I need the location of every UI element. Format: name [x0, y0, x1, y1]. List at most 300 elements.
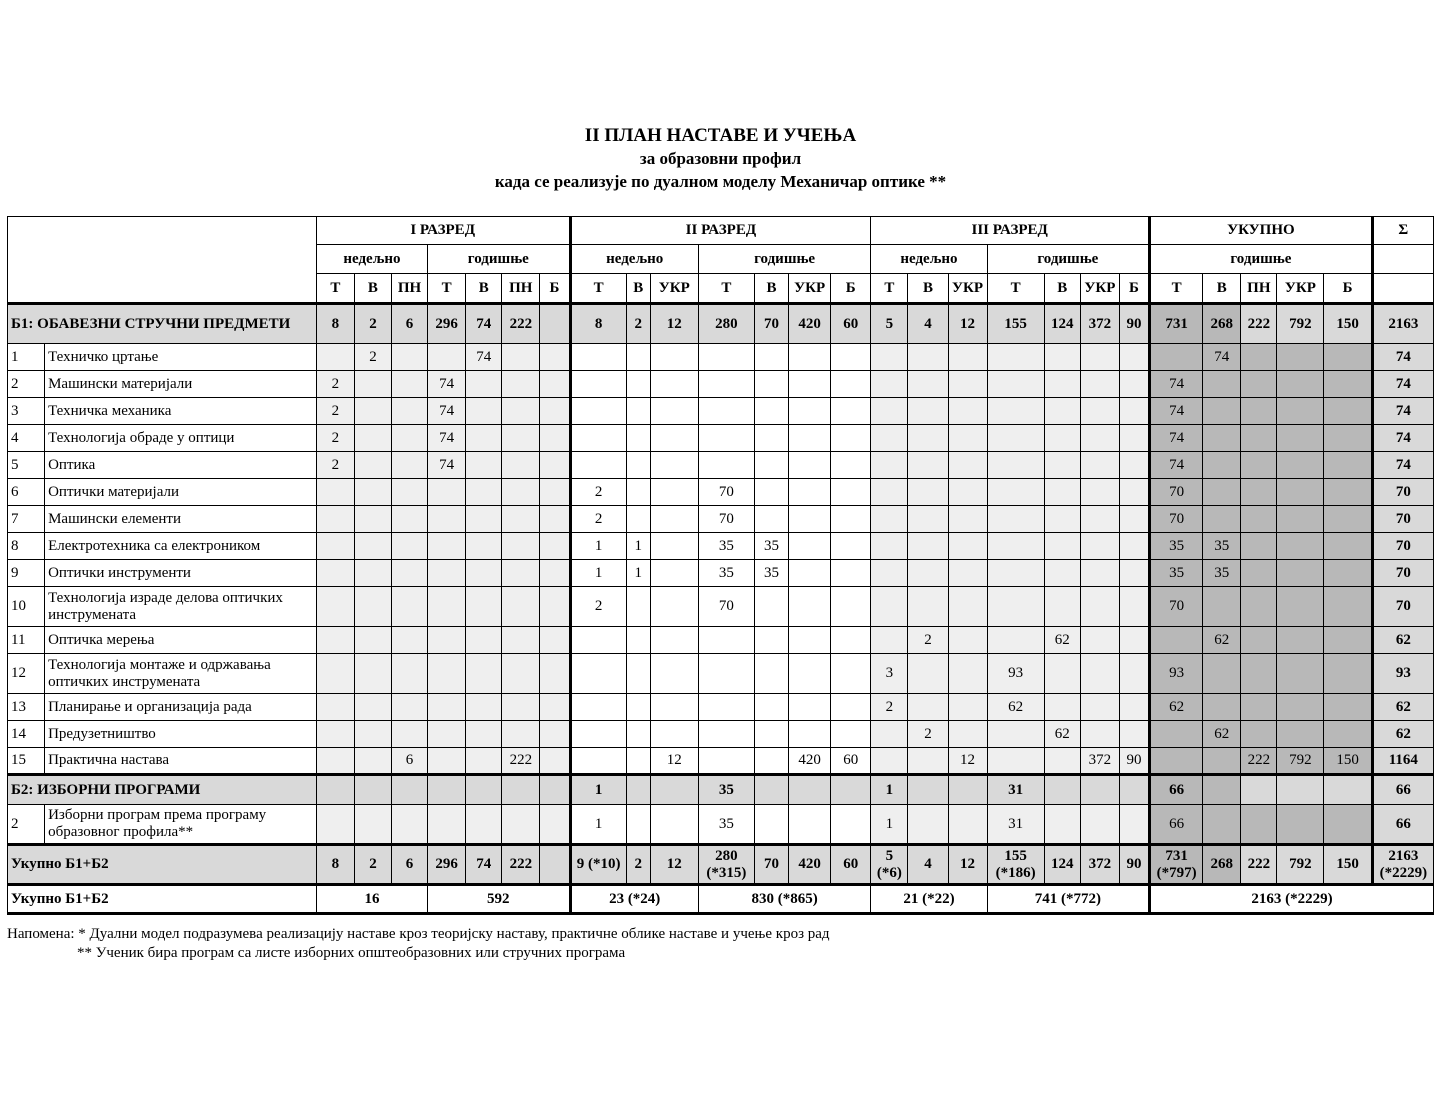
- total-row-cell-9: 12: [650, 845, 698, 885]
- subject-row-6-cell-26: 70: [1372, 479, 1433, 506]
- total-row-cell-21: 731 (*797): [1150, 845, 1203, 885]
- b2-subject-row-0-cell-12: [789, 805, 831, 845]
- b2-subject-row-0-cell-5: [502, 805, 540, 845]
- subject-row-8-cell-25: [1324, 533, 1372, 560]
- g2-weekly-header: недељно: [570, 245, 698, 274]
- subject-row-10-cell-1: [354, 587, 391, 627]
- subject-row-9-cell-0: [316, 560, 354, 587]
- section-b2-row-cell-2: [391, 775, 427, 805]
- subject-row-4-cell-15: [908, 425, 948, 452]
- subject-row-10-cell-26: 70: [1372, 587, 1433, 627]
- subject-row-2-cell-7: [570, 371, 626, 398]
- section-b2-row-cell-19: [1080, 775, 1119, 805]
- subject-row-7-cell-22: [1203, 506, 1241, 533]
- total-row-cell-11: 70: [755, 845, 789, 885]
- subject-row-10-cell-5: [502, 587, 540, 627]
- b2-subject-row-0-cell-23: [1241, 805, 1277, 845]
- subject-row-6-cell-15: [908, 479, 948, 506]
- subject-row-11-number: 11: [8, 627, 45, 654]
- b2-subject-row-0-cell-20: [1119, 805, 1149, 845]
- subject-row-14-number: 14: [8, 721, 45, 748]
- subject-row-4-cell-1: [354, 425, 391, 452]
- g1-yearly-header: годишње: [428, 245, 570, 274]
- subject-row-15-cell-15: [908, 748, 948, 775]
- total-row-cell-7: 9 (*10): [570, 845, 626, 885]
- subject-row-11-cell-5: [502, 627, 540, 654]
- subject-row-10-cell-20: [1119, 587, 1149, 627]
- section-b1-row-cell-5: 222: [502, 304, 540, 344]
- subject-row-12-cell-21: 93: [1150, 654, 1203, 694]
- subject-row-14-cell-16: [948, 721, 987, 748]
- subject-row-6-cell-20: [1119, 479, 1149, 506]
- subject-row-15-cell-21: [1150, 748, 1203, 775]
- subject-row-10-name: Технологија израде делова оптичких инструмената: [45, 587, 317, 627]
- subject-row-5-cell-12: [789, 452, 831, 479]
- subject-row-12-cell-10: [698, 654, 754, 694]
- subject-row-5-cell-16: [948, 452, 987, 479]
- section-b1-row-cell-18: 124: [1044, 304, 1080, 344]
- section-b2-row-cell-12: [789, 775, 831, 805]
- subject-row-4-cell-3: 74: [428, 425, 466, 452]
- section-b1-row-cell-1: 2: [354, 304, 391, 344]
- subject-row-5-cell-14: [871, 452, 908, 479]
- subject-row-15-cell-25: 150: [1324, 748, 1372, 775]
- footnote-1: Напомена: * Дуални модел подразумева реализацију наставе кроз теоријску наставу, практичне облике наставе и учење кроз рад: [7, 926, 830, 942]
- subject-row-10-cell-17: [987, 587, 1044, 627]
- subject-row-6-cell-10: 70: [698, 479, 754, 506]
- b2-subject-row-0-cell-25: [1324, 805, 1372, 845]
- subject-row-14-cell-25: [1324, 721, 1372, 748]
- subject-row-8-cell-18: [1044, 533, 1080, 560]
- section-b2-row-cell-24: [1277, 775, 1324, 805]
- subject-row-4-cell-22: [1203, 425, 1241, 452]
- subject-row-15-cell-14: [871, 748, 908, 775]
- subject-row-11-cell-2: [391, 627, 427, 654]
- b2-subject-row-0-cell-19: [1080, 805, 1119, 845]
- subject-row-4-cell-11: [755, 425, 789, 452]
- subject-row-3-cell-0: 2: [316, 398, 354, 425]
- summary-g3-weekly: 21 (*22): [871, 885, 987, 914]
- subject-row-8-cell-7: 1: [570, 533, 626, 560]
- subject-row-3-cell-13: [831, 398, 871, 425]
- subject-row-13-cell-5: [502, 694, 540, 721]
- g2-col-header-2: УКР: [650, 274, 698, 304]
- total-row-cell-10: 280 (*315): [698, 845, 754, 885]
- subject-row-11-cell-10: [698, 627, 754, 654]
- summary-total: 2163 (*2229): [1150, 885, 1434, 914]
- subject-row-2-cell-22: [1203, 371, 1241, 398]
- subject-row-3-cell-3: 74: [428, 398, 466, 425]
- subject-row-9-cell-22: 35: [1203, 560, 1241, 587]
- subject-row-3-cell-17: [987, 398, 1044, 425]
- subject-row-8-cell-12: [789, 533, 831, 560]
- subject-row-5-cell-18: [1044, 452, 1080, 479]
- subject-row-6-cell-13: [831, 479, 871, 506]
- subject-row-8-cell-0: [316, 533, 354, 560]
- total-row-cell-23: 222: [1241, 845, 1277, 885]
- section-b2-row-cell-11: [755, 775, 789, 805]
- subject-row-15-cell-20: 90: [1119, 748, 1149, 775]
- subject-row-2-cell-12: [789, 371, 831, 398]
- total-row-cell-22: 268: [1203, 845, 1241, 885]
- b2-subject-row-0-cell-26: 66: [1372, 805, 1433, 845]
- subject-row-6-cell-18: [1044, 479, 1080, 506]
- subject-row-6-cell-3: [428, 479, 466, 506]
- subject-row-7: [8, 506, 1434, 533]
- subject-row-8-cell-8: 1: [626, 533, 650, 560]
- b2-subject-row-0-cell-9: [650, 805, 698, 845]
- subject-row-11-cell-0: [316, 627, 354, 654]
- subject-row-13-cell-10: [698, 694, 754, 721]
- total-row-cell-20: 90: [1119, 845, 1149, 885]
- subject-row-15-cell-3: [428, 748, 466, 775]
- section-b2-row-cell-14: 1: [871, 775, 908, 805]
- section-b1-row-cell-15: 4: [908, 304, 948, 344]
- b2-subject-row-0-cell-24: [1277, 805, 1324, 845]
- section-b2-row-cell-8: [626, 775, 650, 805]
- g1-col-header-3: Т: [428, 274, 466, 304]
- section-b2-row-cell-21: 66: [1150, 775, 1203, 805]
- subject-row-8-cell-22: 35: [1203, 533, 1241, 560]
- subject-row-4-cell-2: [391, 425, 427, 452]
- subject-row-6-name: Оптички материјали: [45, 479, 317, 506]
- subject-row-13-cell-24: [1277, 694, 1324, 721]
- summary-g2-yearly: 830 (*865): [698, 885, 870, 914]
- subject-row-5: [8, 452, 1434, 479]
- subject-row-5-cell-19: [1080, 452, 1119, 479]
- subject-row-12: [8, 654, 1434, 694]
- subject-row-13-cell-21: 62: [1150, 694, 1203, 721]
- subject-row-9-cell-7: 1: [570, 560, 626, 587]
- subject-row-10-cell-9: [650, 587, 698, 627]
- subject-row-2-cell-26: 74: [1372, 371, 1433, 398]
- subject-row-1-cell-10: [698, 344, 754, 371]
- subject-row-4-cell-7: [570, 425, 626, 452]
- section-b1-row-cell-13: 60: [831, 304, 871, 344]
- subject-row-2-cell-24: [1277, 371, 1324, 398]
- subject-row-13-cell-25: [1324, 694, 1372, 721]
- subject-row-2-cell-1: [354, 371, 391, 398]
- subject-row-4-cell-13: [831, 425, 871, 452]
- subject-row-3-cell-21: 74: [1150, 398, 1203, 425]
- subject-row-7-cell-17: [987, 506, 1044, 533]
- subject-row-7-cell-23: [1241, 506, 1277, 533]
- subject-row-14-cell-21: [1150, 721, 1203, 748]
- subject-row-15-cell-22: [1203, 748, 1241, 775]
- subject-row-2-cell-6: [540, 371, 570, 398]
- subject-row-9-cell-24: [1277, 560, 1324, 587]
- subject-row-10-cell-14: [871, 587, 908, 627]
- subject-row-15: [8, 748, 1434, 775]
- subject-row-5-cell-26: 74: [1372, 452, 1433, 479]
- subject-row-11: [8, 627, 1434, 654]
- subject-row-9-cell-12: [789, 560, 831, 587]
- subject-row-3-cell-24: [1277, 398, 1324, 425]
- subject-row-2-cell-13: [831, 371, 871, 398]
- section-b2-row-cell-23: [1241, 775, 1277, 805]
- subject-row-7-cell-3: [428, 506, 466, 533]
- subject-row-12-cell-11: [755, 654, 789, 694]
- section-b1-row-cell-10: 280: [698, 304, 754, 344]
- subject-row-1-cell-1: 2: [354, 344, 391, 371]
- g3-col-header-5: УКР: [1080, 274, 1119, 304]
- subject-row-5-number: 5: [8, 452, 45, 479]
- subject-row-12-cell-8: [626, 654, 650, 694]
- g1-col-header-0: Т: [316, 274, 354, 304]
- summary-g1-yearly: 592: [428, 885, 570, 914]
- subject-row-10-cell-2: [391, 587, 427, 627]
- subject-row-12-cell-19: [1080, 654, 1119, 694]
- subject-row-3-cell-12: [789, 398, 831, 425]
- subject-row-15-cell-9: 12: [650, 748, 698, 775]
- subject-row-3-cell-5: [502, 398, 540, 425]
- section-b2-row-cell-3: [428, 775, 466, 805]
- subject-row-15-cell-16: 12: [948, 748, 987, 775]
- subject-row-9-cell-19: [1080, 560, 1119, 587]
- subject-row-10-cell-11: [755, 587, 789, 627]
- subject-row-1-cell-0: [316, 344, 354, 371]
- section-b2-row-cell-4: [466, 775, 502, 805]
- grade-2-header: II РАЗРЕД: [570, 217, 871, 245]
- subject-row-14-cell-18: 62: [1044, 721, 1080, 748]
- subject-row-4-cell-21: 74: [1150, 425, 1203, 452]
- subject-row-10-cell-6: [540, 587, 570, 627]
- g1-col-header-5: ПН: [502, 274, 540, 304]
- subject-row-12-cell-0: [316, 654, 354, 694]
- subject-row-11-cell-12: [789, 627, 831, 654]
- subject-row-13-cell-23: [1241, 694, 1277, 721]
- subject-row-3-cell-4: [466, 398, 502, 425]
- section-b1-row-cell-12: 420: [789, 304, 831, 344]
- subject-row-8-cell-26: 70: [1372, 533, 1433, 560]
- subject-row-1-cell-21: [1150, 344, 1203, 371]
- g3-col-header-6: Б: [1119, 274, 1149, 304]
- subject-row-2-cell-3: 74: [428, 371, 466, 398]
- total-row-cell-26: 2163 (*2229): [1372, 845, 1433, 885]
- subject-row-7-cell-21: 70: [1150, 506, 1203, 533]
- subject-row-8-cell-3: [428, 533, 466, 560]
- total-row-cell-14: 5 (*6): [871, 845, 908, 885]
- section-b1-row-cell-0: 8: [316, 304, 354, 344]
- subject-row-9-cell-16: [948, 560, 987, 587]
- g1-col-header-4: В: [466, 274, 502, 304]
- b2-subject-row-0: [8, 805, 1434, 845]
- subject-row-4-cell-10: [698, 425, 754, 452]
- subject-row-2-cell-20: [1119, 371, 1149, 398]
- subject-row-2-cell-2: [391, 371, 427, 398]
- subject-row-2-cell-19: [1080, 371, 1119, 398]
- subject-row-15-cell-12: 420: [789, 748, 831, 775]
- subject-row-11-cell-25: [1324, 627, 1372, 654]
- section-b2-row-cell-25: [1324, 775, 1372, 805]
- subject-row-14-cell-8: [626, 721, 650, 748]
- subject-row-4-cell-20: [1119, 425, 1149, 452]
- subject-row-9-cell-14: [871, 560, 908, 587]
- subject-row-15-cell-24: 792: [1277, 748, 1324, 775]
- subject-row-1-cell-22: 74: [1203, 344, 1241, 371]
- subject-row-1-cell-6: [540, 344, 570, 371]
- section-b2-row-cell-6: [540, 775, 570, 805]
- subject-row-9-cell-4: [466, 560, 502, 587]
- subject-row-11-cell-21: [1150, 627, 1203, 654]
- subject-row-13-cell-2: [391, 694, 427, 721]
- subject-row-1-cell-9: [650, 344, 698, 371]
- b2-subject-row-0-cell-18: [1044, 805, 1080, 845]
- subject-row-15-cell-5: 222: [502, 748, 540, 775]
- subject-row-10-cell-12: [789, 587, 831, 627]
- subject-row-2-cell-5: [502, 371, 540, 398]
- b2-subject-row-0-cell-3: [428, 805, 466, 845]
- g1-col-header-6: Б: [540, 274, 570, 304]
- subject-row-4-cell-24: [1277, 425, 1324, 452]
- subject-row-15-cell-1: [354, 748, 391, 775]
- subject-row-3-cell-9: [650, 398, 698, 425]
- subject-row-11-cell-19: [1080, 627, 1119, 654]
- g3-col-header-2: УКР: [948, 274, 987, 304]
- g2-col-header-5: УКР: [789, 274, 831, 304]
- subject-row-6-cell-0: [316, 479, 354, 506]
- subject-row-7-cell-26: 70: [1372, 506, 1433, 533]
- total-row-cell-16: 12: [948, 845, 987, 885]
- subject-row-12-cell-15: [908, 654, 948, 694]
- subject-row-13-cell-4: [466, 694, 502, 721]
- subject-row-5-cell-23: [1241, 452, 1277, 479]
- b2-subject-row-0-cell-15: [908, 805, 948, 845]
- subject-row-14-cell-9: [650, 721, 698, 748]
- subject-row-5-cell-15: [908, 452, 948, 479]
- subject-row-8-cell-9: [650, 533, 698, 560]
- subject-row-13-cell-9: [650, 694, 698, 721]
- subject-row-8: [8, 533, 1434, 560]
- subject-row-1-cell-2: [391, 344, 427, 371]
- subject-row-5-cell-17: [987, 452, 1044, 479]
- b2-subject-row-0-name: Изборни програм према програму образовног профила**: [45, 805, 317, 845]
- subject-row-1: [8, 344, 1434, 371]
- page-title: II ПЛАН НАСТАВЕ И УЧЕЊА: [584, 125, 857, 146]
- subject-row-12-cell-18: [1044, 654, 1080, 694]
- subject-row-10-cell-15: [908, 587, 948, 627]
- subject-row-9-cell-26: 70: [1372, 560, 1433, 587]
- subject-row-6-cell-19: [1080, 479, 1119, 506]
- subject-row-8-cell-11: 35: [755, 533, 789, 560]
- subject-row-13-cell-17: 62: [987, 694, 1044, 721]
- subject-row-12-cell-3: [428, 654, 466, 694]
- subject-row-3-cell-11: [755, 398, 789, 425]
- subject-row-1-cell-8: [626, 344, 650, 371]
- total-row-cell-13: 60: [831, 845, 871, 885]
- subject-row-1-number: 1: [8, 344, 45, 371]
- subject-row-2-cell-18: [1044, 371, 1080, 398]
- subject-row-4-cell-8: [626, 425, 650, 452]
- subject-row-8-cell-19: [1080, 533, 1119, 560]
- subject-row-8-name: Електротехника са електроником: [45, 533, 317, 560]
- subject-row-7-cell-19: [1080, 506, 1119, 533]
- section-b2-row: [8, 775, 1434, 805]
- section-b1-row-cell-3: 296: [428, 304, 466, 344]
- tot-col-header-3: УКР: [1277, 274, 1324, 304]
- section-b1-row-cell-25: 150: [1324, 304, 1372, 344]
- subject-row-7-cell-4: [466, 506, 502, 533]
- subject-row-2-cell-17: [987, 371, 1044, 398]
- subject-row-12-name: Технологија монтаже и одржавања оптичких инструмената: [45, 654, 317, 694]
- subject-row-7-cell-0: [316, 506, 354, 533]
- subject-row-9-cell-8: 1: [626, 560, 650, 587]
- total-row: [8, 845, 1434, 885]
- subject-row-13-cell-18: [1044, 694, 1080, 721]
- subject-row-15-name: Практична настава: [45, 748, 317, 775]
- subject-row-14-cell-6: [540, 721, 570, 748]
- subject-row-14: [8, 721, 1434, 748]
- subject-row-4-cell-23: [1241, 425, 1277, 452]
- subject-row-8-cell-20: [1119, 533, 1149, 560]
- subject-row-6-cell-6: [540, 479, 570, 506]
- subject-row-5-cell-24: [1277, 452, 1324, 479]
- subject-row-8-cell-6: [540, 533, 570, 560]
- subject-row-8-cell-17: [987, 533, 1044, 560]
- subject-row-13-cell-15: [908, 694, 948, 721]
- subject-row-10-cell-4: [466, 587, 502, 627]
- section-b2-row-label: Б2: ИЗБОРНИ ПРОГРАМИ: [8, 775, 317, 805]
- subject-row-8-cell-5: [502, 533, 540, 560]
- subject-row-7-number: 7: [8, 506, 45, 533]
- b2-subject-row-0-cell-2: [391, 805, 427, 845]
- subject-row-10-cell-0: [316, 587, 354, 627]
- g3-col-header-3: Т: [987, 274, 1044, 304]
- subject-row-5-cell-13: [831, 452, 871, 479]
- g1-col-header-1: В: [354, 274, 391, 304]
- subject-row-3-cell-23: [1241, 398, 1277, 425]
- grade-1-header: I РАЗРЕД: [316, 217, 570, 245]
- subject-row-14-name: Предузетништво: [45, 721, 317, 748]
- section-b2-row-cell-20: [1119, 775, 1149, 805]
- subject-row-12-cell-4: [466, 654, 502, 694]
- subject-row-6-number: 6: [8, 479, 45, 506]
- section-b1-row-cell-24: 792: [1277, 304, 1324, 344]
- subject-row-5-cell-2: [391, 452, 427, 479]
- subject-row-9-cell-1: [354, 560, 391, 587]
- subject-row-11-cell-23: [1241, 627, 1277, 654]
- subject-row-15-cell-26: 1164: [1372, 748, 1433, 775]
- subject-row-1-cell-7: [570, 344, 626, 371]
- subject-row-9-cell-5: [502, 560, 540, 587]
- subject-row-5-cell-3: 74: [428, 452, 466, 479]
- subject-row-1-cell-20: [1119, 344, 1149, 371]
- subject-row-1-cell-26: 74: [1372, 344, 1433, 371]
- summary-label: Укупно Б1+Б2: [8, 885, 317, 914]
- subject-row-2-cell-11: [755, 371, 789, 398]
- subject-row-15-cell-10: [698, 748, 754, 775]
- subject-row-12-cell-6: [540, 654, 570, 694]
- total-row-cell-3: 296: [428, 845, 466, 885]
- subject-row-14-cell-11: [755, 721, 789, 748]
- subject-row-11-cell-20: [1119, 627, 1149, 654]
- subject-row-14-cell-26: 62: [1372, 721, 1433, 748]
- subject-row-7-cell-18: [1044, 506, 1080, 533]
- g3-weekly-header: недељно: [871, 245, 987, 274]
- b2-subject-row-0-cell-17: 31: [987, 805, 1044, 845]
- subject-row-13-cell-14: 2: [871, 694, 908, 721]
- g3-col-header-0: Т: [871, 274, 908, 304]
- b2-subject-row-0-cell-0: [316, 805, 354, 845]
- subject-row-13-cell-22: [1203, 694, 1241, 721]
- subject-row-3-cell-18: [1044, 398, 1080, 425]
- section-b2-row-cell-26: 66: [1372, 775, 1433, 805]
- total-row-cell-8: 2: [626, 845, 650, 885]
- subject-row-3-cell-6: [540, 398, 570, 425]
- g2-col-header-0: Т: [570, 274, 626, 304]
- subject-row-7-cell-9: [650, 506, 698, 533]
- section-b1-row-cell-4: 74: [466, 304, 502, 344]
